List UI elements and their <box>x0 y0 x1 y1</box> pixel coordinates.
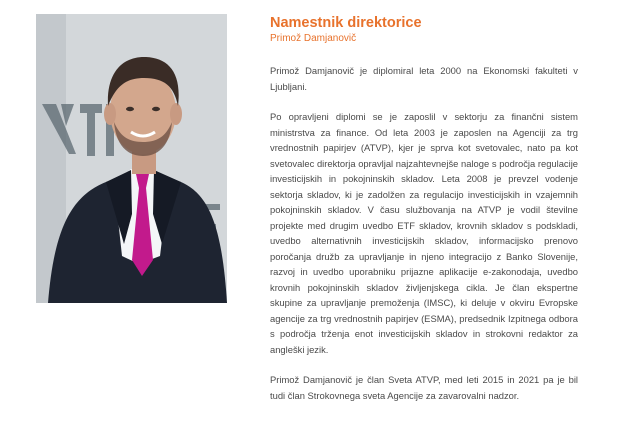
person-name: Primož Damjanovič <box>270 33 357 44</box>
bio-paragraph-education: Primož Damjanovič je diplomiral leta 2000 na Ekonomski fakulteti v Ljubljani. <box>270 65 578 92</box>
bio-paragraph-career: Po opravljeni diplomi se je zaposlil v sektorju za finančni sistem ministrstva za finance. Od leta 2003 je zaposlen na Agenciji za trg vrednostnih papirjev (ATVP), kjer je sprva kot svetovalec, nato pa kot svetovalec direktorja opravljal najzahtevnejše naloge s področja regulacije investicijskih in pokojninskih skladov. Leta 2008 je prevzel vodenje sektorja skladov, ki je zadolžen za regulacijo investicijskih in vzajemnih pokojninskih skladov. V času službovanja na ATVP je vodil številne projekte med drugim uvedbo ETF skladov, krovnih skladov s podskladi, uvedbo alternativnih investicijskih skladov, informacijsko prenovo poročanja družb za upravljanje in njeno integracijo z Banko Slovenije, razvoj in uvedbo uporabniku prijazne aplikacije e-zakonodaja, uvedbo krovnih pokojninskih skladov življenjskega cikla. Je član ekspertne skupine za upravljanje premoženja (IMSC), ki deluje v okviru Evropske agencije za trg vrednostnih papirjev (ESMA), predsednik Izpitnega odbora s področja trženja enot investicijskih skladov in strokovni redaktor za angleški jezik. <box>270 111 578 355</box>
bio-section <box>270 14 578 418</box>
portrait-illustration <box>36 14 227 303</box>
portrait-photo <box>36 14 227 303</box>
position-title: Namestnik direktorice <box>270 15 422 31</box>
bio-paragraph-council: Primož Damjanovič je član Sveta ATVP, med leti 2015 in 2021 pa je bil tudi član Strokovnega sveta Agencije za zavarovalni nadzor. <box>270 374 578 401</box>
